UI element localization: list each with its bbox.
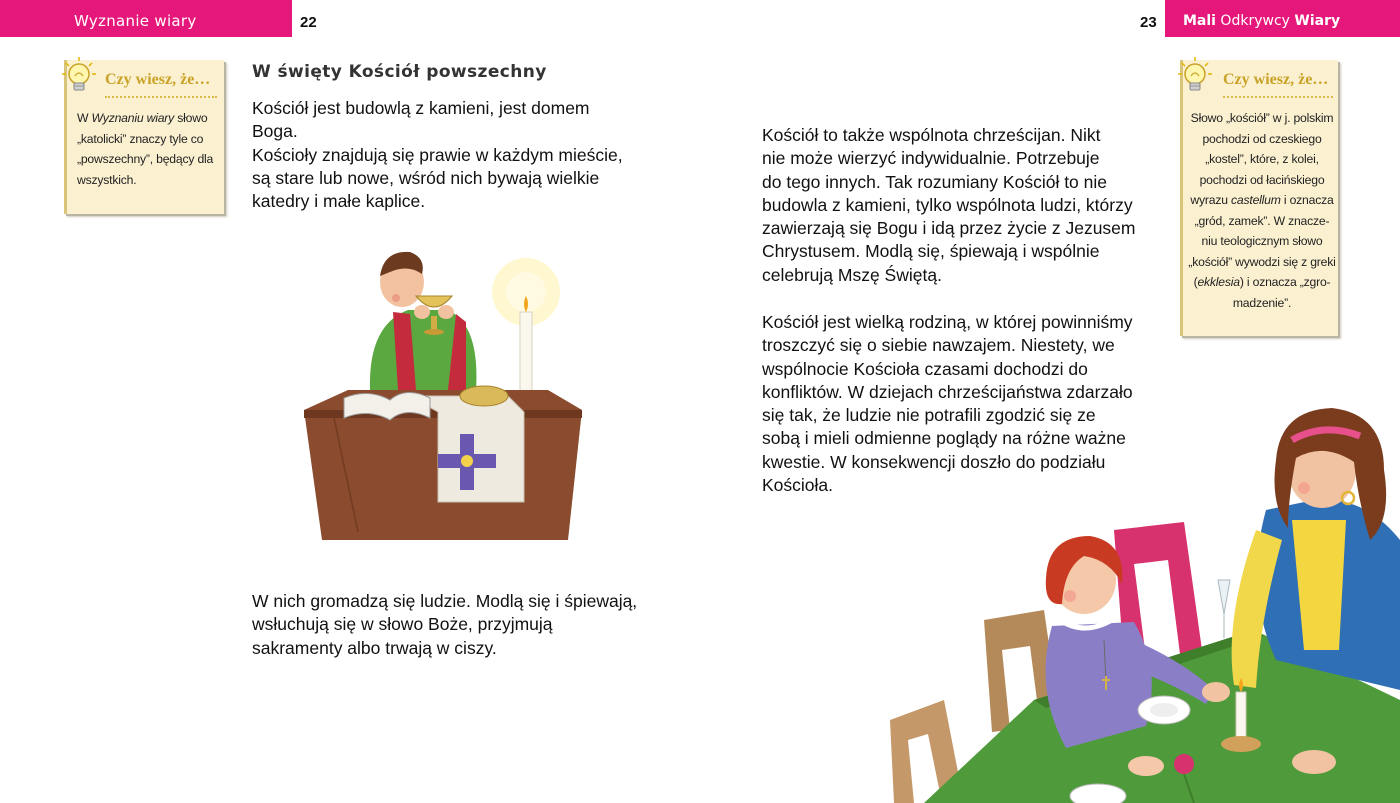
text-line: Kościół jest budowlą z kamieni, jest domem [252,98,590,118]
text-line: wspólnocie Kościoła czasami dochodzi do [762,358,1088,379]
text-line: sobą i mieli odmienne poglądy na różne ważne [762,428,1126,449]
tip-line: „powszechny”, będący dla [77,152,214,166]
tip-line: wszystkich. [77,172,137,187]
text-line: sakramenty albo trwają w ciszy. [252,637,497,658]
running-header-left [0,0,292,37]
section-heading: W święty Kościół powszechny [252,62,547,82]
tip-line: W Wyznaniu wiary słowo [77,111,208,125]
text-line: katedry i małe kaplice. [252,191,426,212]
page-number-right: 23 [1140,14,1157,31]
text-line: Chrystusem. Modlą się, śpiewają i wspólnie [762,241,1100,262]
series-title-part3: Wiary [1294,13,1341,29]
text-line: kwestie. W konsekwencji doszło do podziału [762,451,1106,472]
series-title-part2: Odkrywcy [1215,13,1295,29]
running-header-right [1165,0,1400,37]
paragraph-people-gather [252,590,637,660]
paragraph-community [762,124,1136,287]
tip-line: Słowo „kościół” w j. polskim [1190,111,1334,125]
tip-line: madzenie”. [1232,295,1292,310]
text-line: W nich gromadzą się ludzie. Modlą się i śpiewają, [252,591,638,611]
series-title-part1: Mali [1183,13,1216,29]
text-line: Kościół jest wielką rodziną, w której powinniśmy [762,312,1133,332]
text-line: celebrują Mszę Świętą. [762,264,942,285]
tip-line: „gród, zamek”. W znacze- [1194,213,1330,228]
did-you-know-box-left [64,60,224,214]
text-line: zawierzają się Bogu i idą przez życie z Jezusem [762,218,1136,239]
tip-body [1183,108,1341,313]
text-line: wsłuchują się w słowo Boże, przyjmują [252,614,553,635]
text-line: budowla z kamieni, tylko wspólnota ludzi, którzy [762,194,1133,215]
tip-line: pochodzi od łacińskiego [1199,172,1325,187]
lightbulb-icon [1177,56,1213,96]
lightbulb-icon [61,56,97,96]
tip-line: (ekklesia) i oznacza „zgro- [1193,275,1331,289]
tip-line: niu teologicznym słowo [1201,234,1323,248]
family-at-table-illustration [884,400,1400,803]
tip-divider [1223,96,1333,98]
tip-line: pochodzi od czeskiego [1202,131,1322,146]
text-line: Boga. [252,121,298,142]
tip-line: wyrazu castellum i oznacza [1190,193,1334,207]
tip-body [77,108,223,190]
page-number-left: 22 [300,14,317,31]
paragraph-church-building [252,97,623,213]
text-line: konfliktów. W dziejach chrześcijaństwa zdarzało [762,381,1133,402]
text-line: nie może wierzyć indywidualnie. Potrzebuje [762,148,1100,169]
tip-title: Czy wiesz, że… [105,71,211,88]
text-line: troszczyć się o siebie nawzajem. Niestety, we [762,335,1115,356]
text-line: Kościoła. [762,475,834,496]
text-line: Kościół to także wspólnota chrześcijan. Nikt [762,125,1101,145]
text-line: się tak, że ludzie nie potrafili zgodzić się ze [762,405,1096,426]
priest-at-altar-illustration [298,240,588,552]
section-title: Wyznanie wiary [74,12,197,30]
tip-line: „kościół” wywodzi się z greki [1188,254,1336,269]
text-line: do tego innych. Tak rozumiany Kościół to nie [762,171,1108,192]
tip-line: „katolicki” znaczy tyle co [77,131,204,146]
tip-title: Czy wiesz, że… [1223,71,1329,88]
did-you-know-box-right [1180,60,1338,336]
text-line: są stare lub nowe, wśród nich bywają wielkie [252,167,600,188]
tip-divider [105,96,217,98]
text-line: Kościoły znajdują się prawie w każdym mieście, [252,144,623,165]
tip-line: „kostel”, które, z kolei, [1205,152,1319,166]
